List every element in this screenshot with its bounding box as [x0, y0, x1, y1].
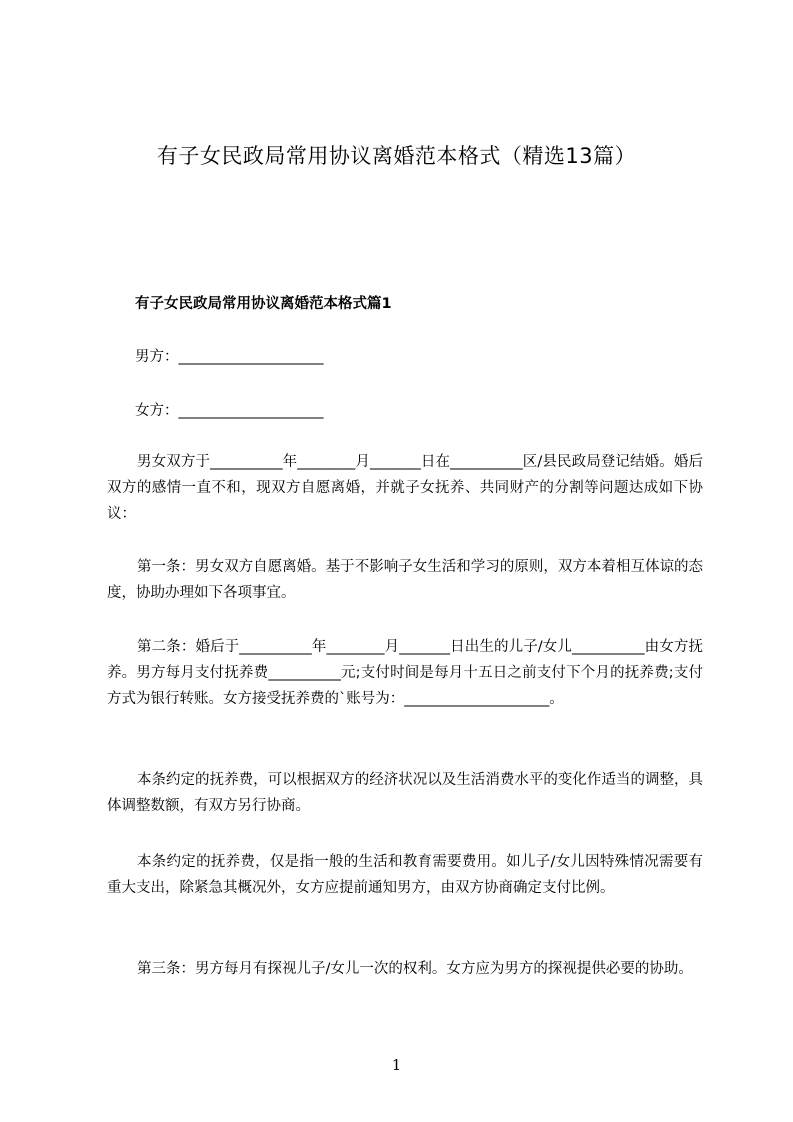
section-heading: 有子女民政局常用协议离婚范本格式篇1: [135, 296, 392, 312]
paragraph-article-2: 第二条：婚后于__________年________月_______日出生的儿子/女儿__________由女方抚养。男方每月支付抚养费__________元;支付时间是每月十五日之前支付下个月的抚养费;支付方式为银行转账。女方接受抚养费的`账号为：____________________。: [107, 639, 703, 707]
male-party-field: 男方：____________________: [135, 349, 324, 365]
female-party-field: 女方：____________________: [135, 403, 324, 419]
paragraph-support-scope: 本条约定的抚养费，仅是指一般的生活和教育需要费用。如儿子/女儿因特殊情况需要有重大支出，除紧急其概况外，女方应提前通知男方，由双方协商确定支付比例。: [107, 854, 703, 896]
paragraph-support-adjustment: 本条约定的抚养费，可以根据双方的经济状况以及生活消费水平的变化作适当的调整，具体调整数额，有双方另行协商。: [107, 772, 703, 814]
paragraph-article-3: 第三条：男方每月有探视儿子/女儿一次的权利。女方应为男方的探视提供必要的协助。: [137, 961, 693, 977]
page-number: 1: [391, 1056, 402, 1074]
paragraph-article-1: 第一条：男女双方自愿离婚。基于不影响子女生活和学习的原则，双方本着相互体谅的态度，协助办理如下各项事宜。: [107, 559, 703, 601]
document-title: 有子女民政局常用协议离婚范本格式（精选13篇）: [156, 144, 637, 168]
paragraph-registration: 男女双方于__________年________月_______日在__________区/县民政局登记结婚。婚后双方的感情一直不和，现双方自愿离婚，并就子女抚养、共同财产的分割等问题达成如下协议：: [107, 454, 703, 522]
